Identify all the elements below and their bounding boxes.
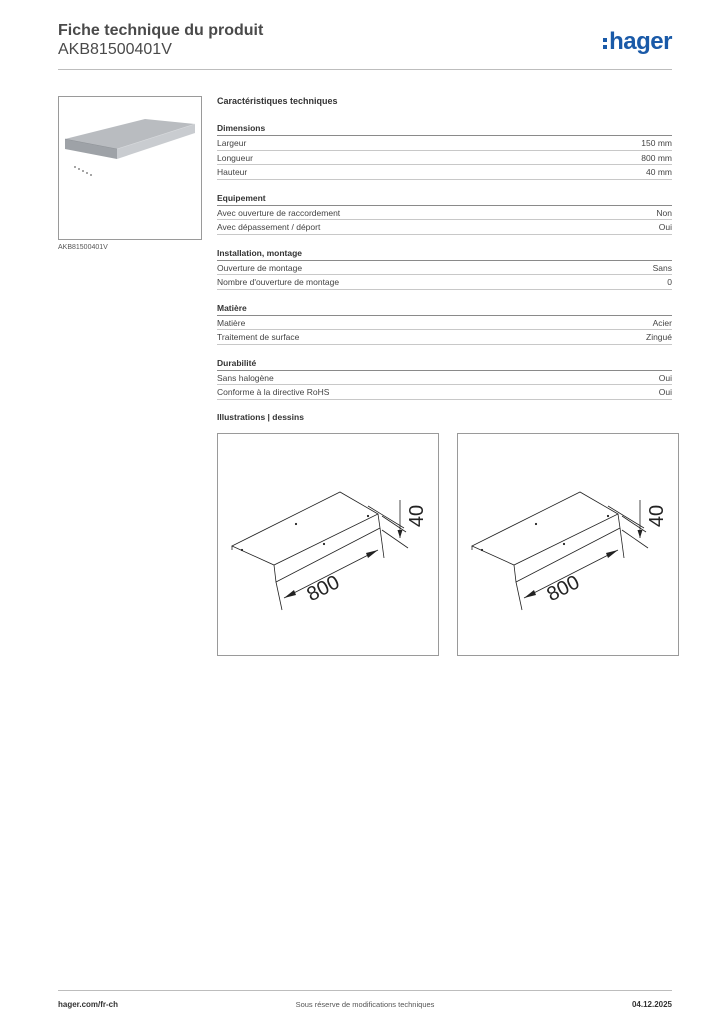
spec-label: Longueur — [217, 152, 253, 163]
spec-value: 150 mm — [641, 138, 672, 148]
spec-row — [217, 261, 672, 276]
technical-drawing — [217, 433, 439, 656]
spec-label: Matière — [217, 317, 246, 328]
spec-section-title: Durabilité — [217, 358, 672, 371]
footer-website-link[interactable]: hager.com/fr-ch — [58, 1000, 119, 1009]
spec-value: Sans — [652, 262, 672, 273]
product-reference: AKB81500401V — [58, 41, 172, 58]
spec-row — [217, 165, 672, 180]
spec-section-title: Installation, montage — [217, 248, 672, 261]
spec-row — [217, 136, 672, 151]
spec-label: Conforme à la directive RoHS — [217, 387, 330, 397]
page-footer — [58, 990, 672, 1010]
spec-value: Non — [656, 207, 672, 218]
spec-section-durability — [217, 358, 672, 400]
spec-row — [217, 371, 672, 386]
page-header — [58, 22, 672, 70]
spec-section-title: Equipement — [217, 193, 672, 206]
spec-section-dimensions — [217, 123, 672, 180]
dimension-drawing-2 — [458, 434, 678, 655]
spec-label: Ouverture de montage — [217, 262, 303, 273]
logo-text: hager — [609, 28, 672, 55]
spec-row — [217, 206, 672, 221]
dimension-drawing-1 — [218, 434, 438, 655]
spec-section-installation — [217, 248, 672, 290]
spec-value: Oui — [658, 222, 672, 232]
spec-value: 40 mm — [646, 167, 672, 177]
spec-value: Zingué — [646, 332, 672, 342]
logo-mark-icon — [603, 38, 607, 49]
spec-value: Oui — [658, 372, 672, 383]
spec-label: Avec dépassement / déport — [217, 222, 321, 232]
spec-row — [217, 330, 672, 345]
spec-row — [217, 316, 672, 331]
spec-label: Avec ouverture de raccordement — [217, 207, 341, 218]
spec-value: 0 — [667, 277, 672, 287]
footer-date: 04.12.2025 — [631, 1000, 672, 1009]
technical-specifications — [217, 96, 672, 413]
spec-section-title: Matière — [217, 303, 672, 316]
document-title: Fiche technique du produit — [58, 22, 264, 39]
spec-label: Hauteur — [217, 167, 248, 177]
hager-logo — [603, 28, 672, 56]
illustrations-heading: Illustrations | dessins — [217, 412, 304, 422]
spec-label: Nombre d'ouverture de montage — [217, 277, 340, 287]
product-image-caption: AKB81500401V — [58, 244, 108, 251]
spec-row — [217, 151, 672, 166]
spec-label: Traitement de surface — [217, 332, 300, 342]
length-dimension-label: 800 — [543, 571, 584, 607]
specs-heading: Caractéristiques techniques — [217, 96, 338, 106]
spec-value: Acier — [652, 317, 672, 328]
height-dimension-label: 40 — [406, 504, 428, 528]
product-image — [58, 96, 202, 240]
spec-section-equipment — [217, 193, 672, 235]
length-dimension-label: 800 — [303, 571, 344, 607]
height-dimension-label: 40 — [646, 504, 668, 528]
spec-section-title: Dimensions — [217, 123, 672, 136]
spec-section-material — [217, 303, 672, 345]
spec-row — [217, 275, 672, 290]
technical-drawing — [457, 433, 679, 656]
product-cover-illustration — [59, 97, 201, 239]
spec-label: Largeur — [217, 138, 247, 148]
spec-label: Sans halogène — [217, 372, 274, 383]
spec-value: 800 mm — [641, 152, 672, 163]
spec-row — [217, 220, 672, 235]
footer-notice: Sous réserve de modifications techniques — [295, 1000, 435, 1009]
spec-value: Oui — [658, 387, 672, 397]
spec-row — [217, 385, 672, 400]
